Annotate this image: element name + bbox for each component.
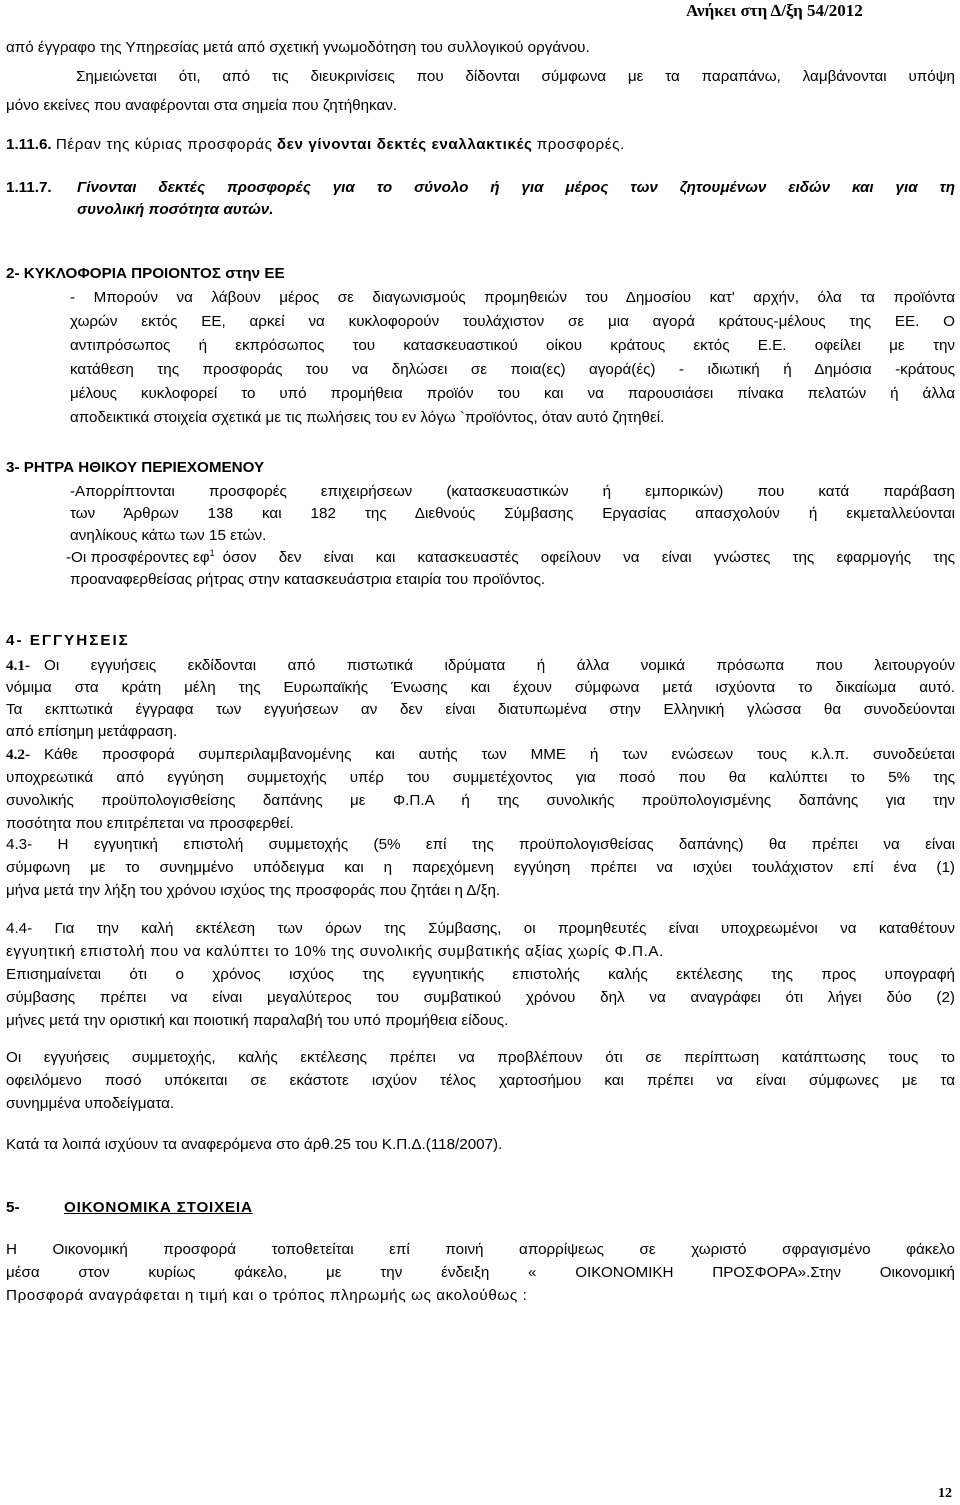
clause-4-4-line: σύμβασης πρέπει να είναι μεγαλύτερος του συμβατικού χρόνου δηλ να αναγράφει ότι λήγει δύο (2) (6, 989, 955, 1006)
section-4-title: 4- ΕΓΓΥΗΣΕΙΣ (6, 632, 130, 649)
clause-text: προσφορές. (536, 136, 625, 153)
section-3-line (66, 547, 955, 569)
section-2-line: κατάθεση της προσφοράς του να δηλώσει σε ποια(ες) αγορά(ές) - ιδιωτική ή Δημόσια -κράτους (70, 361, 955, 378)
section-2-line: - Μπορούν να λάβουν μέρος σε διαγωνισμούς προμηθειών του Δημοσίου κατ' αρχήν, όλα τα προϊόντα (70, 289, 955, 306)
clause-number: 1.11.6. (6, 136, 52, 153)
clause-1-11-7 (6, 177, 52, 199)
section-5-number: 5- (6, 1199, 20, 1216)
clause-4-1-line: Τα εκπτωτικά έγγραφα των εγγυήσεων αν δεν είναι διατυπωμένα στην Ελληνική γλώσσα θα συνοδεύονται (6, 701, 955, 718)
section-2-line: μέλους κυκλοφορεί το υπό προμήθεια προϊόν του και να παρουσιάσει πίνακα πελατών ή άλλα (70, 385, 955, 402)
clause-4-3-line: μήνα μετά την λήξη του χρόνου ισχύος της προσφοράς που ζητάει η Δ/ξη. (6, 882, 501, 899)
clause-4-2-line: ποσότητα που επιτρέπεται να προσφερθεί. (6, 815, 294, 832)
section-5-line: Η Οικονομική προσφορά τοποθετείται επί ποινή απορρίψεως σε χωριστό σφραγισμένο φάκελο (6, 1241, 955, 1258)
clause-4-6-line: Κατά τα λοιπά ισχύουν τα αναφερόμενα στο άρθ.25 του Κ.Π.Δ.(118/2007). (6, 1136, 503, 1153)
intro-line: μόνο εκείνες που αναφέρονται στα σημεία που ζητήθηκαν. (6, 97, 398, 114)
clause-4-3-line: σύμφωνη με το συνημμένο υπόδειγμα και η παρεχόμενη εγγύηση πρέπει να ισχύει τουλάχιστον επί ένα (1) (6, 859, 955, 876)
clause-emphasis: δεν γίνονται δεκτές εναλλακτικές (276, 136, 533, 153)
clause-text: Πέραν της κύριας προσφοράς (55, 136, 273, 153)
section-3-text: όσον δεν είναι και κατασκευαστές οφείλουν να είναι γνώστες της εφαρμογής της (222, 549, 955, 566)
section-3-text: -Οι προσφέροντες $\varepsilon\varphi^1$ (66, 547, 215, 566)
section-3-line: -Απορρίπτονται προσφορές επιχειρήσεων (κατασκευαστικών ή εμπορικών) που κατά παράβαση (70, 483, 955, 500)
clause-4-2-line: συνολικής προϋπολογισθείσης δαπάνης με Φ.Π.Α ή της συνολικής προϋπολογισμένης δαπάνης για την (6, 792, 955, 809)
clause-4-1-line: νόμιμα στα κράτη μέλη της Ευρωπαϊκής Ένωσης και έχουν σύμφωνα μετά ισχύοντα το δικαίωμα αυτό. (6, 679, 955, 696)
clause-4-5-line: Οι εγγυήσεις συμμετοχής, καλής εκτέλεσης πρέπει να προβλέπουν ότι σε περίπτωση κατάπτωσης τους το (6, 1049, 955, 1066)
clause-4-2-line: Κάθε προσφορά συμπεριλαμβανομένης και αυτής των ΜΜΕ ή των ενώσεων τους κ.λ.π. συνοδεύεται (44, 746, 955, 763)
clause-4-5-line: οφειλόμενο ποσό υπόκειται σε εκάστοτε ισχύον τέλος χαρτοσήμου και πρέπει να είναι σύμφωνες με τα (6, 1072, 955, 1089)
section-2-title: 2- ΚΥΚΛΟΦΟΡΙΑ ΠΡΟΙΟΝΤΟΣ στην ΕΕ (6, 265, 285, 282)
intro-line: Σημειώνεται ότι, από τις διευκρινίσεις που δίδονται σύμφωνα με τα παραπάνω, λαμβάνονται υπόψη (76, 68, 955, 85)
clause-text: Γίνονται δεκτές προσφορές για το σύνολο ή για μέρος των ζητουμένων ειδών και για τη (77, 179, 955, 196)
clause-4-1-line: Οι εγγυήσεις εκδίδονται από πιστωτικά ιδρύματα ή άλλα νομικά πρόσωπα που λειτουργούν (44, 657, 955, 674)
clause-4-2-line: υποχρεωτικά από εγγύηση συμμετοχής υπέρ του συμμετέχοντος για ποσό που θα καλύπτει το 5% της (6, 769, 955, 786)
section-3-line: προαναφερθείσας ρήτρας στην κατασκευάστρια εταιρία του προϊόντος. (70, 571, 546, 588)
clause-4-1-line: από επίσημη μετάφραση. (6, 723, 178, 740)
clause-text: συνολική ποσότητα αυτών. (77, 201, 274, 218)
intro-line: από έγγραφο της Υπηρεσίας μετά από σχετική γνωμοδότηση του συλλογικού οργάνου. (6, 39, 590, 56)
clause-1-11-6 (6, 134, 625, 156)
document-reference: Ανήκει στη Δ/ξη 54/2012 (686, 1, 863, 20)
clause-4-4-line: Επισημαίνεται ότι ο χρόνος ισχύος της εγγυητικής επιστολής καλής εκτέλεσης της προς υπογραφή (6, 966, 955, 983)
section-3-title: 3- ΡΗΤΡΑ ΗΘΙΚΟΥ ΠΕΡΙΕΧΟΜΕΝΟΥ (6, 459, 265, 476)
clause-4-4-line: 4.4- Για την καλή εκτέλεση των όρων της Σύμβασης, οι προμηθευτές είναι υποχρεωμένοι να καταθέτουν (6, 920, 955, 937)
clause-4-2-number: 4.2- (6, 746, 31, 763)
section-2-line: αποδεικτικά στοιχεία σχετικά με τις πωλήσεις του εν λόγω `προϊόντος, όταν αυτό ζητηθεί. (70, 409, 665, 426)
section-3-line: ανηλίκους κάτω των 15 ετών. (70, 527, 267, 544)
footnote-marker: 1 (209, 547, 215, 558)
section-5-line: Προσφορά αναγράφεται η τιμή και ο τρόπος πληρωμής ως ακολούθως : (6, 1287, 528, 1304)
section-3-line: των Άρθρων 138 και 182 της Διεθνούς Σύμβασης Εργασίας απασχολούν ή εκμεταλλεύονται (70, 505, 955, 522)
clause-4-5-line: συνημμένα υποδείγματα. (6, 1095, 175, 1112)
clause-4-1-number: 4.1- (6, 657, 31, 674)
section-2-line: αντιπρόσωπος ή εκπρόσωπος του κατασκευαστικού οίκου κράτους εκτός Ε.Ε. οφείλει με την (70, 337, 955, 354)
clause-4-4-line: εγγυητική επιστολή που να καλύπτει το 10% της συνολικής συμβατικής αξίας χωρίς Φ.Π.Α. (6, 943, 664, 960)
section-5-title: ΟΙΚΟΝΟΜΙΚΑ ΣΤΟΙΧΕΙΑ (64, 1199, 253, 1216)
section-2-line: χωρών εκτός ΕΕ, αρκεί να κυκλοφορούν τουλάχιστον σε μια αγορά κράτους-μέλους της ΕΕ. Ο (70, 313, 955, 330)
clause-number: 1.11.7. (6, 179, 52, 196)
page-number: 12 (938, 1486, 952, 1501)
clause-4-4-line: μήνες μετά την οριστική και ποιοτική παραλαβή του υπό προμήθεια είδους. (6, 1012, 509, 1029)
clause-4-3-line: 4.3- Η εγγυητική επιστολή συμμετοχής (5% επί της προϋπολογισθείσας δαπάνης) θα πρέπει να είναι (6, 836, 955, 853)
section-5-line: μέσα στον κυρίως φάκελο, με την ένδειξη « ΟΙΚΟΝΟΜΙΚΗ ΠΡΟΣΦΟΡΑ».Στην Οικονομική (6, 1264, 955, 1281)
